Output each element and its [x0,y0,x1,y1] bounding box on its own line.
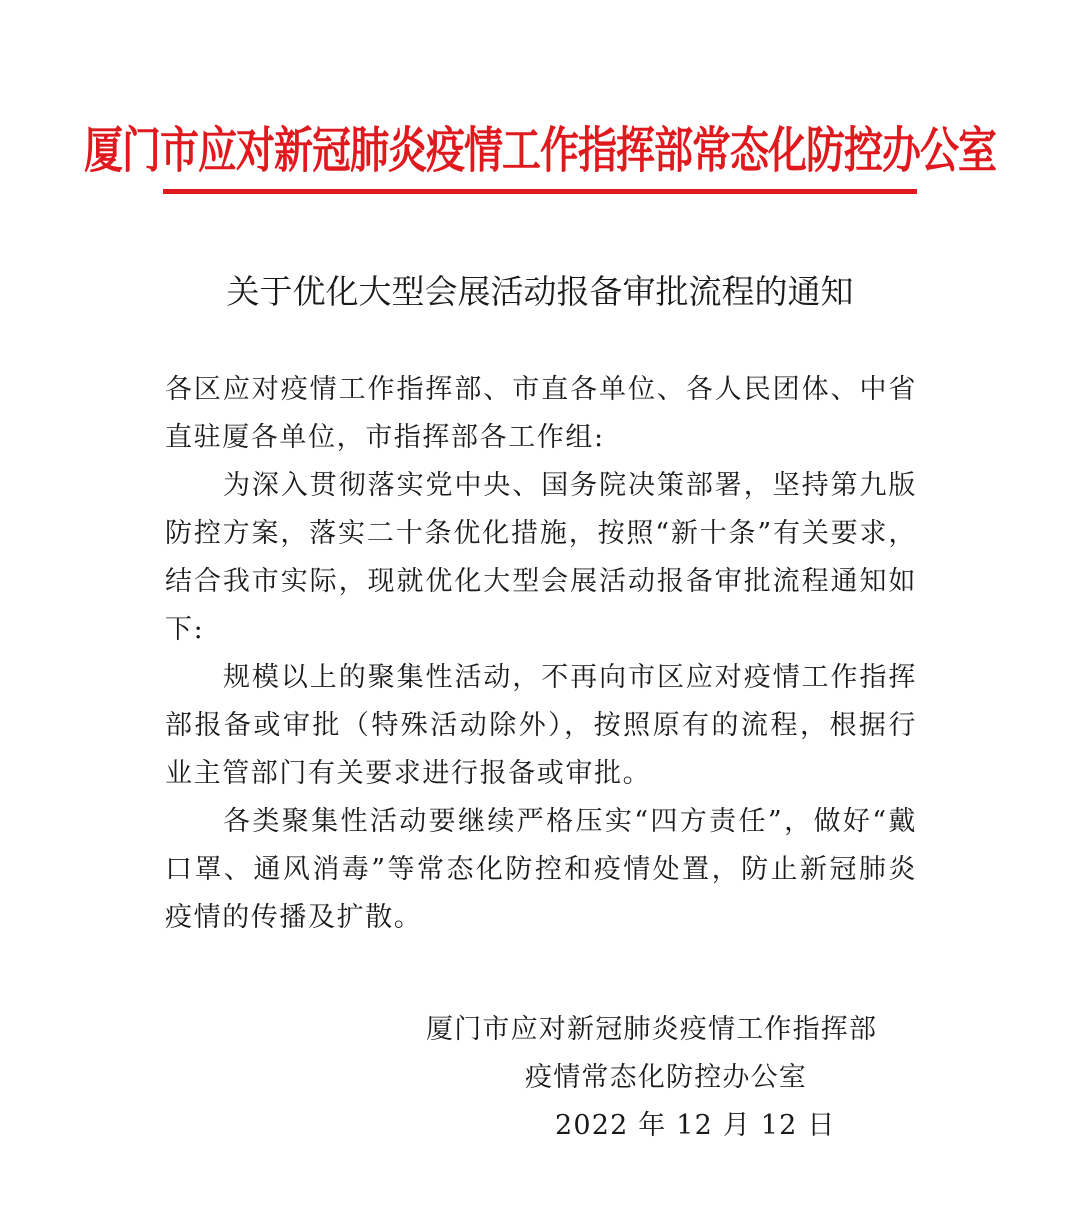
issuer-name-line-1: 厦门市应对新冠肺炎疫情工作指挥部 [426,1014,878,1045]
notice-paragraph-3: 各类聚集性活动要继续严格压实“四方责任”，做好“戴口罩、通风消毒”等常态化防控和疫情处置，防止新冠肺炎疫情的传播及扩散。 [165,806,917,933]
issuer-name-line-2: 疫情常态化防控办公室 [525,1062,807,1093]
letterhead-title: 厦门市应对新冠肺炎疫情工作指挥部常态化防控办公室 [84,123,997,180]
notice-title: 关于优化大型会展活动报备审批流程的通知 [226,272,854,311]
notice-paragraph-1: 为深入贯彻落实党中央、国务院决策部署，坚持第九版防控方案，落实二十条优化措施，按照“新十条”有关要求，结合我市实际，现就优化大型会展活动报备审批流程通知如下: [165,470,917,645]
notice-paragraph-2: 规模以上的聚集性活动，不再向市区应对疫情工作指挥部报备或审批（特殊活动除外），按照原有的流程，根据行业主管部门有关要求进行报备或审批。 [165,662,917,789]
notice-salutation: 各区应对疫情工作指挥部、市直各单位、各人民团体、中省直驻厦各单位，市指挥部各工作组: [165,374,917,453]
letterhead-red-rule [163,189,917,194]
notice-body [165,366,917,942]
issue-date: 2022 年 12 月 12 日 [555,1110,836,1141]
